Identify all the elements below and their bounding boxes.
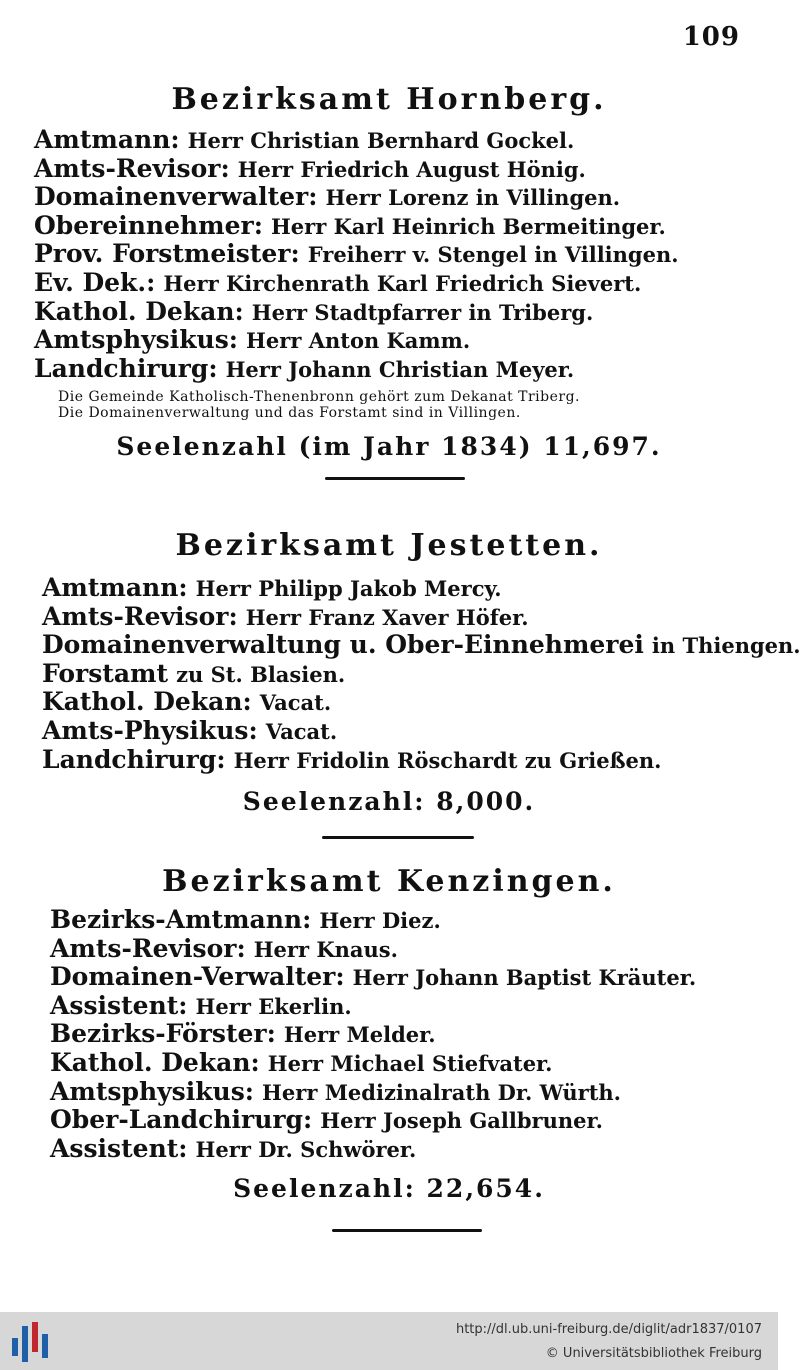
entry-role: Domainen-Verwalter: (50, 962, 345, 992)
entry-person: Vacat. (265, 718, 338, 744)
entry-row (42, 746, 778, 775)
population-count: Seelenzahl (im Jahr 1834) 11,697. (116, 432, 662, 462)
section-divider (325, 477, 465, 480)
section-heading: Bezirksamt Jestetten. (175, 528, 603, 563)
entry-row (42, 574, 778, 603)
entry-person: Herr Friedrich August Hönig. (237, 156, 586, 182)
entry-person: Herr Dr. Schwörer. (195, 1136, 417, 1162)
entry-row (50, 1106, 778, 1135)
copyright-text: © Universitätsbibliothek Freiburg (545, 1346, 762, 1361)
entry-row (34, 355, 778, 384)
entry-list (42, 573, 801, 774)
entry-person: Herr Christian Bernhard Gockel. (187, 128, 575, 153)
entry-list (34, 126, 778, 383)
entry-person: Herr Kirchenrath Karl Friedrich Sievert. (163, 270, 642, 296)
entry-list (50, 906, 778, 1163)
section-divider (322, 836, 474, 839)
entry-role: Bezirks-Förster: (50, 1019, 276, 1049)
entry-role: Kathol. Dekan: (34, 296, 244, 326)
source-url-link[interactable]: http://dl.ub.uni-freiburg.de/diglit/adr1837/0107 (455, 1322, 762, 1337)
entry-row (34, 212, 778, 241)
entry-role: Assistent: (50, 990, 188, 1020)
entry-role: Amtsphysikus: (50, 1076, 255, 1106)
entry-role: Ev. Dek.: (34, 267, 156, 297)
entry-person: Herr Michael Stiefvater. (267, 1050, 553, 1076)
entry-person: Herr Johann Baptist Kräuter. (352, 965, 697, 991)
entry-role: Amts-Revisor: (34, 153, 230, 183)
entry-person: in Thiengen. (651, 633, 801, 659)
section-divider (332, 1229, 482, 1232)
section-kenzingen (0, 860, 778, 1232)
entry-role: Forstamt (42, 658, 169, 688)
entry-person: Herr Stadtpfarrer in Triberg. (251, 299, 594, 325)
entry-role: Domainenverwalter: (34, 182, 318, 212)
footnote: Die Gemeinde Katholisch-Thenenbronn gehört zum Dekanat Triberg. (58, 389, 581, 406)
entry-person: Herr Ekerlin. (195, 993, 352, 1019)
entry-row (34, 326, 778, 355)
section-hornberg (0, 78, 778, 480)
entry-row (34, 240, 778, 269)
page-number: 109 (682, 22, 740, 52)
entry-row (34, 269, 778, 298)
entry-person: Herr Joseph Gallbruner. (320, 1108, 603, 1134)
entry-role: Obereinnehmer: (34, 210, 263, 240)
population-count: Seelenzahl: 8,000. (242, 787, 536, 817)
entry-role: Kathol. Dekan: (50, 1047, 260, 1077)
entry-person: Herr Johann Christian Meyer. (225, 356, 575, 382)
entry-row (50, 935, 778, 964)
entry-row (50, 1049, 778, 1078)
entry-row (50, 906, 778, 935)
entry-role: Ober-Landchirurg: (50, 1105, 313, 1135)
entry-role: Bezirks-Amtmann: (50, 905, 312, 934)
entry-row (50, 1135, 778, 1164)
entry-role: Landchirurg: (34, 353, 218, 383)
footnote: Die Domainenverwaltung und das Forstamt sind in Villingen. (58, 405, 521, 422)
entry-row (34, 126, 778, 155)
entry-person: Herr Fridolin Röschardt zu Grießen. (233, 747, 662, 773)
entry-row (50, 1078, 778, 1107)
entry-person: Herr Anton Kamm. (246, 328, 471, 354)
entry-role: Kathol. Dekan: (42, 687, 252, 717)
entry-role: Amts-Physikus: (42, 715, 258, 745)
population-count: Seelenzahl: 22,654. (233, 1174, 545, 1204)
entry-row (42, 603, 778, 632)
entry-row (42, 630, 801, 660)
entry-row (34, 155, 778, 184)
entry-role: Prov. Forstmeister: (34, 239, 300, 269)
viewer-footer (0, 1312, 778, 1370)
section-heading: Bezirksamt Kenzingen. (162, 864, 616, 899)
entry-person: Herr Lorenz in Villingen. (325, 185, 621, 211)
entry-person: Herr Karl Heinrich Bermeitinger. (270, 213, 666, 239)
notes (58, 389, 778, 421)
entry-person: zu St. Blasien. (176, 661, 346, 687)
entry-role: Landchirurg: (42, 744, 226, 774)
entry-person: Herr Medizinalrath Dr. Würth. (262, 1079, 621, 1105)
entry-person: Freiherr v. Stengel in Villingen. (307, 242, 679, 268)
entry-row (50, 992, 778, 1021)
entry-role: Domainenverwaltung u. Ober-Einnehmerei (42, 630, 644, 660)
entry-row (34, 183, 778, 212)
entry-row (42, 717, 778, 746)
entry-role: Amts-Revisor: (50, 933, 246, 963)
entry-row (50, 963, 778, 992)
entry-person: Herr Franz Xaver Höfer. (245, 604, 529, 630)
library-logo-icon (12, 1320, 50, 1362)
entry-person: Vacat. (259, 690, 332, 716)
entry-role: Amtmann: (42, 573, 188, 602)
entry-row (42, 660, 778, 689)
entry-person: Herr Knaus. (253, 936, 398, 962)
section-heading: Bezirksamt Hornberg. (171, 82, 607, 117)
entry-row (34, 298, 778, 327)
entry-role: Assistent: (50, 1133, 188, 1163)
entry-role: Amts-Revisor: (42, 601, 238, 631)
entry-role: Amtmann: (34, 125, 180, 154)
entry-person: Herr Diez. (319, 908, 441, 933)
entry-role: Amtsphysikus: (34, 325, 239, 355)
entry-person: Herr Melder. (283, 1022, 436, 1048)
entry-row (50, 1020, 778, 1049)
entry-person: Herr Philipp Jakob Mercy. (195, 576, 502, 601)
section-jestetten (0, 524, 801, 839)
entry-row (42, 688, 778, 717)
